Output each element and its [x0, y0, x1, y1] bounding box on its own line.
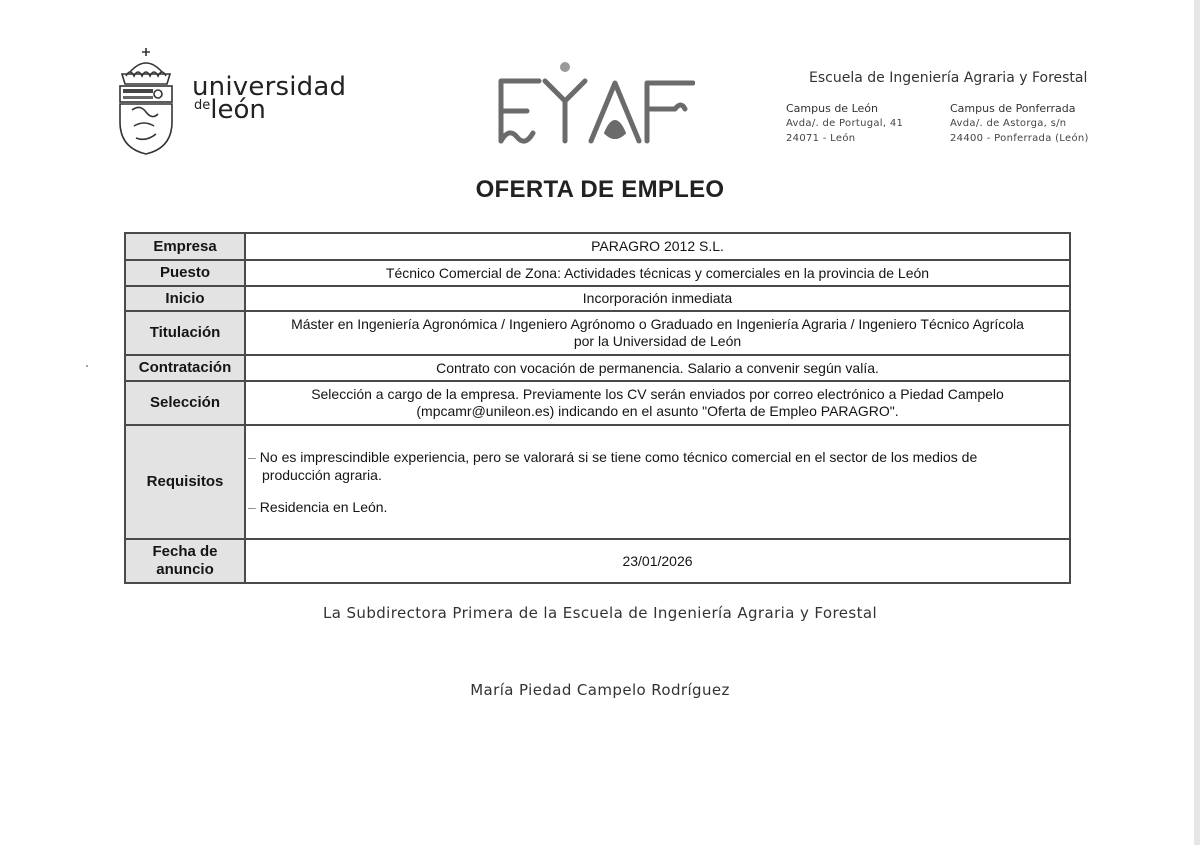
campus-leon-name: Campus de León [786, 102, 878, 115]
label-puesto: Puesto [125, 260, 245, 286]
wordmark-universidad: universidad [192, 72, 347, 102]
label-inicio: Inicio [125, 286, 245, 311]
value-fecha: 23/01/2026 [245, 539, 1070, 583]
campus-leon-block [786, 101, 903, 146]
wordmark-de: de [194, 98, 211, 113]
table-row [125, 381, 1070, 425]
campus-leon-address2: 24071 - León [786, 133, 856, 144]
university-crest-icon [114, 46, 178, 156]
table-row [125, 260, 1070, 286]
university-wordmark [192, 74, 346, 123]
bullet-dash-icon: – [248, 449, 256, 465]
label-empresa: Empresa [125, 233, 245, 260]
value-contratacion: Contrato con vocación de permanencia. Salario a convenir según valía. [245, 355, 1070, 381]
table-row [125, 355, 1070, 381]
table-row [125, 311, 1070, 355]
value-puesto: Técnico Comercial de Zona: Actividades técnicas y comerciales en la provincia de León [245, 260, 1070, 286]
seleccion-line1: Selección a cargo de la empresa. Previamente los CV serán enviados por correo electrónico a Piedad Campelo [311, 386, 1004, 402]
fecha-label-line1: Fecha de [152, 543, 218, 560]
signatory-role: La Subdirectora Primera de la Escuela de Ingeniería Agraria y Forestal [322, 604, 878, 622]
table-row [125, 286, 1070, 311]
value-seleccion [245, 381, 1070, 425]
campus-ponferrada-block [950, 101, 1089, 146]
campus-leon-address1: Avda/. de Portugal, 41 [786, 118, 904, 129]
school-name: Escuela de Ingeniería Agraria y Forestal [809, 70, 1088, 86]
value-inicio: Incorporación inmediata [245, 286, 1070, 311]
eiaf-logo [493, 57, 695, 151]
campus-ponferrada-name: Campus de Ponferrada [950, 102, 1076, 115]
wordmark-leon: león [210, 95, 266, 125]
page-title: OFERTA DE EMPLEO [475, 176, 725, 203]
requisito-2: Residencia en León. [259, 499, 388, 515]
label-fecha [125, 539, 245, 583]
seleccion-line2: (mpcamr@unileon.es) indicando en el asunto "Oferta de Empleo PARAGRO". [416, 403, 899, 419]
campus-ponferrada-address1: Avda/. de Astorga, s/n [950, 118, 1067, 129]
value-empresa: PARAGRO 2012 S.L. [245, 233, 1070, 260]
table-row [125, 539, 1070, 583]
signatory-name: María Piedad Campelo Rodríguez [470, 681, 730, 699]
requisito-1-line2: producción agraria. [262, 467, 382, 483]
label-requisitos: Requisitos [125, 425, 245, 539]
job-offer-table [124, 232, 1071, 584]
titulacion-line1: Máster en Ingeniería Agronómica / Ingeniero Agrónomo o Graduado en Ingeniería Agraria / Ingeniero Técnico Agrícola [291, 316, 1024, 332]
campus-ponferrada-address2: 24400 - Ponferrada (León) [950, 133, 1089, 144]
page-edge [1194, 0, 1200, 845]
fecha-label-line2: anuncio [156, 561, 214, 578]
value-titulacion [245, 311, 1070, 355]
label-titulacion: Titulación [125, 311, 245, 355]
requisito-1-line1: No es imprescindible experiencia, pero se valorará si se tiene como técnico comercial en el sector de los medios de [259, 449, 978, 465]
scan-speck [86, 365, 88, 367]
table-row [125, 233, 1070, 260]
bullet-dash-icon: – [248, 499, 256, 515]
label-seleccion: Selección [125, 381, 245, 425]
label-contratacion: Contratación [125, 355, 245, 381]
table-row [125, 425, 1070, 539]
value-requisitos [245, 425, 1070, 539]
titulacion-line2: por la Universidad de León [573, 333, 742, 349]
